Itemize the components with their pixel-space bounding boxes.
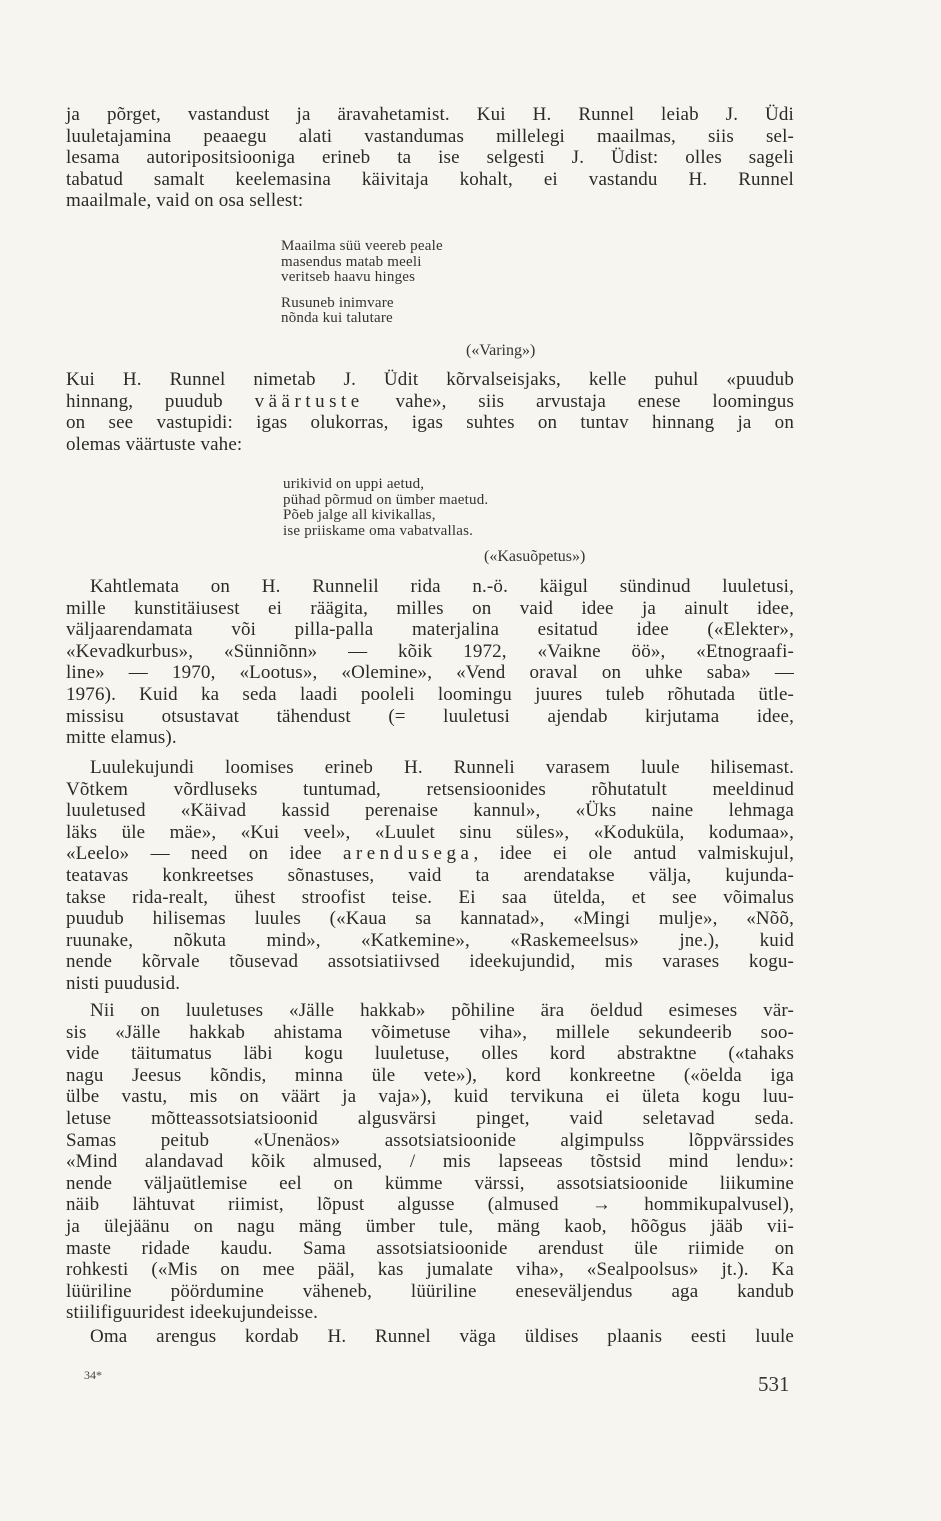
text-line: luuletused «Käivad kassid perenaise kannul», «Üks naine lehmaga — [66, 800, 794, 822]
paragraph-5 — [66, 1000, 794, 1324]
text-line: Võtkem võrdluseks tuntumad, retsensioonides rõhutatult meeldinud — [66, 778, 794, 800]
text-line: teatavas konkreetses sõnastuses, vaid ta arendatakse välja, kujunda- — [66, 864, 794, 886]
text-line: Nii on luuletuses «Jälle hakkab» põhiline ära öeldud esimeses vär- — [90, 1000, 794, 1021]
text-line: läks üle mäe», «Kui veel», «Luulet sinu süles», «Koduküla, kodumaa», — [66, 821, 794, 843]
verse-source-1: («Varing») — [466, 342, 536, 359]
verse-line: Põeb jalge all kivikallas, — [283, 507, 436, 523]
text-line: puudub hilisemas luules («Kaua sa kannatad», «Mingi mulje», «Nõõ, — [66, 908, 794, 930]
text-line: lüüriline pöördumine väheneb, lüüriline eneseväljendus aga kandub — [66, 1280, 794, 1302]
verse-line: Rusuneb inimvare — [281, 294, 394, 311]
verse-quote-2 — [283, 477, 488, 539]
text-line: ja ülejäänu on nagu mäng ümber tule, mäng kaob, hõõgus jääb vii- — [66, 1215, 794, 1237]
text-line: tabatud samalt keelemasina käivitaja kohalt, ei vastandu H. Runnel — [66, 168, 794, 190]
text-segment: hinnang, puudub — [66, 390, 255, 412]
text-line: «Mind alandavad kõik almused, / mis lapseeas tõstsid mind lendu»: — [66, 1151, 794, 1173]
text-line: on see vastupidi: igas olukorras, igas suhtes on tuntav hinnang ja on — [66, 412, 794, 434]
verse-quote-1 — [281, 239, 443, 327]
text-line: 1976). Kuid ka seda laadi pooleli loomingu juures tuleb rõhutada ütle- — [66, 683, 794, 705]
verse-line: veritseb haavu hinges — [281, 269, 416, 285]
text-line: olemas väärtuste vahe: — [66, 433, 243, 455]
text-line: vide täitumatus läbi kogu luuletuse, olles kord abstraktne («tahaks — [66, 1043, 794, 1065]
paragraph-2 — [66, 369, 794, 455]
text-line: Luulekujundi loomises erineb H. Runneli varasem luule hilisemast. — [90, 757, 794, 778]
text-line: missisu otsustavat tähendust (= luuletusi ajendab kirjutama idee, — [66, 705, 794, 727]
text-line: rohkesti («Mis on mee pääl, kas jumalate viha», «Sealpoolsus» jt.). Ka — [66, 1259, 794, 1281]
text-line — [66, 391, 794, 413]
text-line: takse rida-realt, ühest stroofist teise. Ei saa ütelda, et see võimalus — [66, 886, 794, 908]
text-line: Samas peitub «Unenäos» assotsiatsioonide algimpulss lõppvärssides — [66, 1129, 794, 1151]
text-line — [66, 843, 794, 865]
verse-line: nõnda kui talutare — [281, 310, 393, 326]
text-segment: «Leelo» — need on idee — [66, 843, 343, 865]
text-line: nende väljaütlemise eel on kümme värssi, assotsiatsioonide liikumine — [66, 1172, 794, 1194]
paragraph-3 — [66, 576, 794, 749]
verse-line: ise priiskame oma vabatvallas. — [283, 522, 474, 539]
paragraph-6 — [66, 1326, 794, 1348]
text-line: maste ridade kaudu. Sama assotsiatsioonide arendust üle riimide on — [66, 1237, 794, 1259]
text-line: «Kevadkurbus», «Sünniõnn» — kõik 1972, «Vaikne öö», «Etnograafi- — [66, 640, 794, 662]
text-line: nende kõrvale tõusevad assotsiatiivsed ideekujundid, mis varases kogu- — [66, 951, 794, 973]
text-line: Kahtlemata on H. Runnelil rida n.-ö. käigul sündinud luuletusi, — [90, 576, 794, 597]
text-line: ja põrget, vastandust ja äravahetamist. Kui H. Runnel leiab J. Üdi — [66, 104, 794, 125]
printer-signature-mark: 34* — [84, 1368, 102, 1382]
text-line: stiilifiguuridest ideekujundeisse. — [66, 1302, 319, 1324]
verse-line: Maailma süü veereb peale — [281, 238, 443, 254]
emphasized-word: arendusega — [342, 843, 474, 865]
text-line: väljaarendamata või pilla-palla materjalina esitatud idee («Elekter», — [66, 619, 794, 641]
verse-source-2: («Kasuõpetus») — [484, 548, 586, 565]
verse-line: pühad põrmud on ümber maetud. — [283, 491, 489, 508]
text-line: lesama autoripositsiooniga erineb ta ise selgesti J. Üdist: olles sageli — [66, 147, 794, 169]
text-line: mitte elamus). — [66, 727, 177, 749]
text-line: nisti puudusid. — [66, 972, 181, 994]
text-line: Kui H. Runnel nimetab J. Üdit kõrvalseisjaks, kelle puhul «puudub — [66, 369, 794, 390]
text-line: ruunake, nõkuta mind», «Katkemine», «Raskemeelsus» jne.), kuid — [66, 929, 794, 951]
text-line: line» — 1970, «Lootus», «Olemine», «Vend oraval on uhke saba» — — [66, 662, 794, 684]
text-line: nagu Jeesus kõndis, minna üle vete»), kord konkreetne («öelda iga — [66, 1064, 794, 1086]
text-line: ülbe vastu, mis on väärt ja vaja»), kuid tervikuna ei ületa kogu luu- — [66, 1086, 794, 1108]
paragraph-4 — [66, 757, 794, 995]
text-line: näib lähtuvat riimist, lõpust algusse (almused → hommikupalvusel), — [66, 1194, 794, 1216]
text-line: mille kunstitäiusest ei räägita, milles on vaid idee ja ainult idee, — [66, 597, 794, 619]
page-number: 531 — [758, 1372, 790, 1396]
text-line: letuse mõtteassotsiatsioonid algusvärsi pinget, vaid seletavad seda. — [66, 1107, 794, 1129]
text-line: Oma arengus kordab H. Runnel väga üldises plaanis eesti luule — [90, 1326, 794, 1347]
text-line: luuletajamina peaaegu alati vastandumas millelegi maailmas, siis sel- — [66, 125, 794, 147]
emphasized-word: väärtuste — [254, 390, 364, 412]
paragraph-1 — [66, 104, 794, 212]
text-segment: , idee ei ole antud valmiskujul, — [473, 843, 794, 865]
text-line: maailmale, vaid on osa sellest: — [66, 190, 304, 212]
text-line: sis «Jälle hakkab ahistama võimetuse viha», millele sekundeerib soo- — [66, 1021, 794, 1043]
verse-line: urikivid on uppi aetud, — [283, 476, 425, 492]
verse-line: masendus matab meeli — [281, 253, 422, 270]
text-segment: vahe», siis arvustaja enese loomingus — [363, 390, 794, 412]
